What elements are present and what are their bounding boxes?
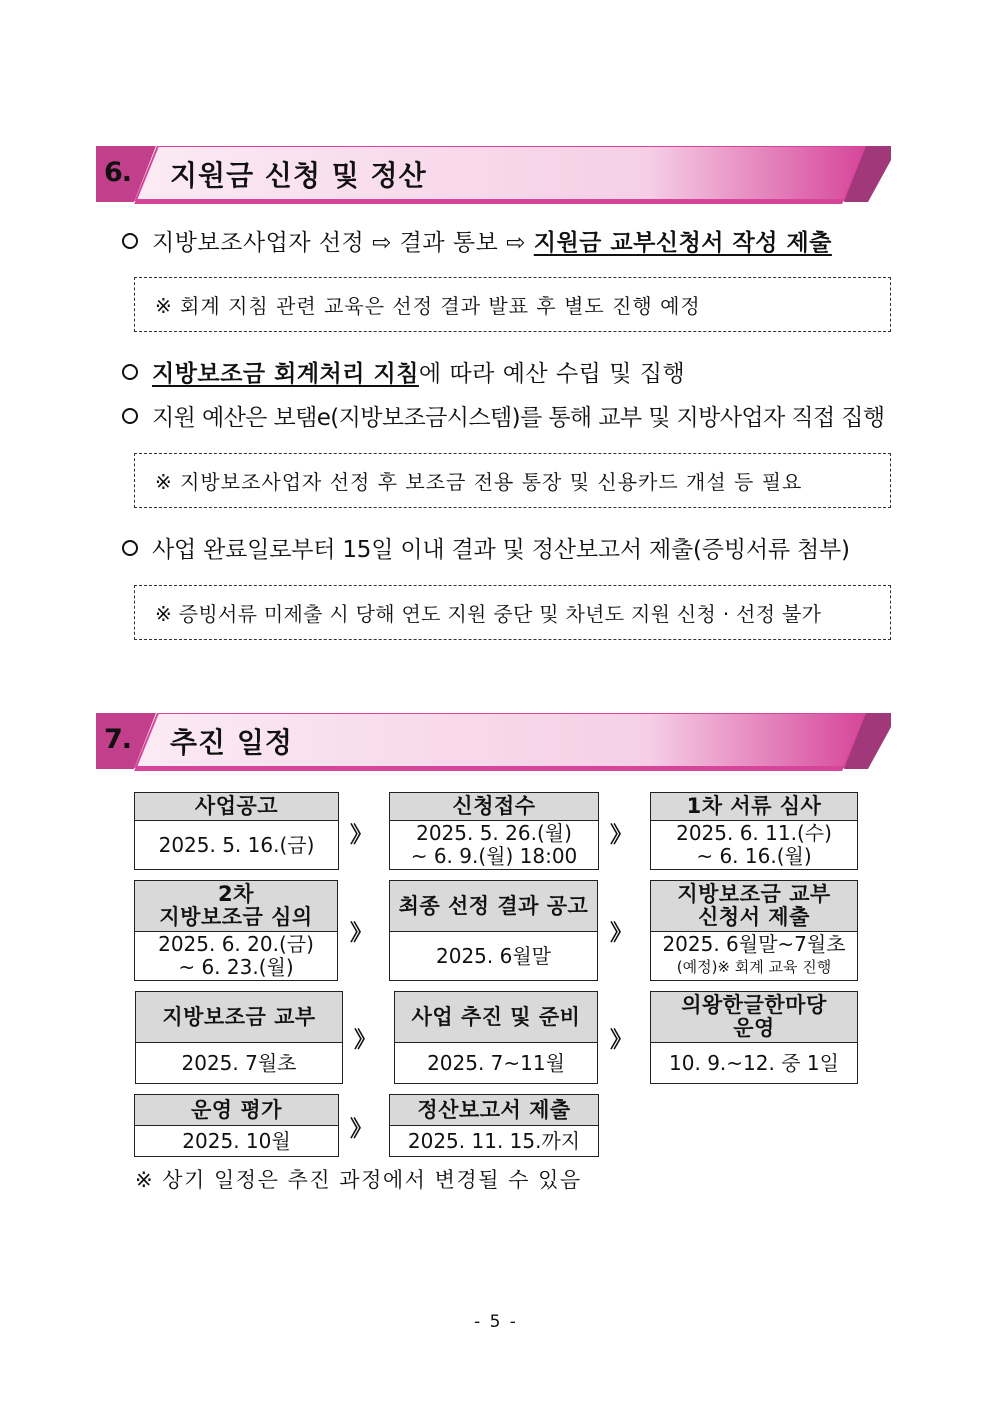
bullet-text: 사업 완료일로부터 15일 이내 결과 및 정산보고서 제출(증빙서류 첨부)	[152, 537, 850, 563]
arrow-icon: 》	[610, 921, 633, 946]
bullet-text: 에 따라 예산 수립 및 집행	[418, 361, 686, 387]
step-date: 2025. 7~11월	[427, 1050, 565, 1075]
schedule-footnote: ※ 상기 일정은 추진 과정에서 변경될 수 있음	[135, 1168, 582, 1192]
step-date: 2025. 5. 16.(금)	[158, 832, 315, 857]
note-text: ※ 지방보조사업자 선정 후 보조금 전용 통장 및 신용카드 개설 등 필요	[155, 470, 803, 494]
note-bank-account	[134, 453, 891, 508]
note-text: ※ 회계 지침 관련 교육은 선정 결과 발표 후 별도 진행 예정	[155, 294, 701, 318]
step-title-line2: 운영	[733, 1016, 775, 1040]
step-date: 2025. 6월말	[436, 943, 551, 968]
step-date-end: ~ 6. 9.(월) 18:00	[410, 844, 578, 868]
section-title: 지원금 신청 및 정산	[170, 159, 427, 192]
schedule-step-grant-disbursement	[135, 991, 343, 1084]
step-date-end: ~ 6. 16.(월)	[696, 844, 812, 868]
bullet-accounting-guideline	[122, 355, 685, 388]
step-date: 2025. 6월말~7월초	[662, 932, 846, 956]
bullet-text: 지원 예산은 보탬e(지방보조금시스템)를 통해 교부 및 지방사업자 직접 집행	[152, 405, 885, 431]
step-title: 최종 선정 결과 공고	[390, 881, 597, 932]
step-date: 10. 9.~12. 중 1일	[669, 1050, 839, 1075]
arrow-icon: 》	[350, 823, 373, 848]
circle-bullet-icon	[122, 540, 138, 556]
schedule-step-subsidy-review	[134, 880, 338, 981]
step-title-line2: 지방보조금 심의	[159, 905, 313, 929]
schedule-step-application	[389, 792, 599, 870]
bullet-budget-execution	[122, 399, 885, 432]
schedule-step-settlement-report	[389, 1094, 599, 1157]
bullet-selection-flow	[122, 224, 832, 257]
arrow-icon: 》	[350, 921, 373, 946]
step-title: 운영 평가	[135, 1095, 338, 1126]
arrow-icon: 》	[610, 823, 633, 848]
step-date-end: ~ 6. 23.(월)	[178, 955, 294, 979]
step-title: 2차	[218, 882, 254, 906]
note-text: ※ 증빙서류 미제출 시 당해 연도 지원 중단 및 차년도 지원 신청 · 선정 불가	[155, 602, 822, 626]
step-date: 2025. 6. 20.(금)	[158, 932, 314, 956]
section-title: 추진 일정	[170, 726, 293, 759]
arrow-icon: 》	[354, 1028, 377, 1053]
section-7-header	[96, 713, 891, 771]
schedule-step-grant-application	[650, 880, 858, 981]
step-title: 의왕한글한마당	[681, 993, 827, 1017]
step-note: (예정)※ 회계 교육 진행	[676, 958, 832, 976]
arrow-icon: 》	[610, 1028, 633, 1053]
section-6-header	[96, 146, 891, 204]
arrow-icon: 》	[350, 1117, 373, 1142]
schedule-step-festival-operation	[650, 991, 858, 1084]
step-title: 사업 추진 및 준비	[395, 992, 597, 1043]
circle-bullet-icon	[122, 233, 138, 249]
page-number: - 5 -	[474, 1312, 518, 1332]
step-date: 2025. 6. 11.(수)	[676, 821, 832, 845]
step-date: 2025. 11. 15.까지	[407, 1128, 581, 1153]
section-number: 6.	[104, 157, 132, 188]
schedule-step-evaluation	[134, 1094, 339, 1157]
step-title: 지방보조금 교부	[677, 882, 831, 906]
schedule-step-project-preparation	[394, 991, 598, 1084]
step-title: 1차 서류 심사	[651, 793, 857, 821]
step-title-line2: 신청서 제출	[698, 905, 810, 929]
step-date: 2025. 5. 26.(월)	[416, 821, 572, 845]
bullet-emphasis: 지원금 교부신청서 작성 제출	[533, 230, 832, 256]
step-title: 지방보조금 교부	[136, 992, 342, 1043]
schedule-step-announcement	[134, 792, 339, 870]
bullet-emphasis: 지방보조금 회계처리 지침	[152, 361, 419, 387]
note-evidence-documents	[134, 585, 891, 640]
bullet-settlement-report	[122, 531, 850, 564]
step-date: 2025. 10월	[182, 1128, 291, 1153]
step-date: 2025. 7월초	[181, 1050, 297, 1075]
step-title: 사업공고	[135, 793, 338, 821]
step-title: 신청접수	[390, 793, 598, 821]
schedule-step-final-announcement	[389, 880, 598, 981]
schedule-step-document-review	[650, 792, 858, 870]
step-title: 정산보고서 제출	[390, 1095, 598, 1126]
section-number: 7.	[104, 724, 132, 755]
circle-bullet-icon	[122, 364, 138, 380]
bullet-text: 지방보조사업자 선정 ⇨ 결과 통보 ⇨	[152, 230, 534, 256]
note-accounting-education	[134, 277, 891, 332]
circle-bullet-icon	[122, 408, 138, 424]
